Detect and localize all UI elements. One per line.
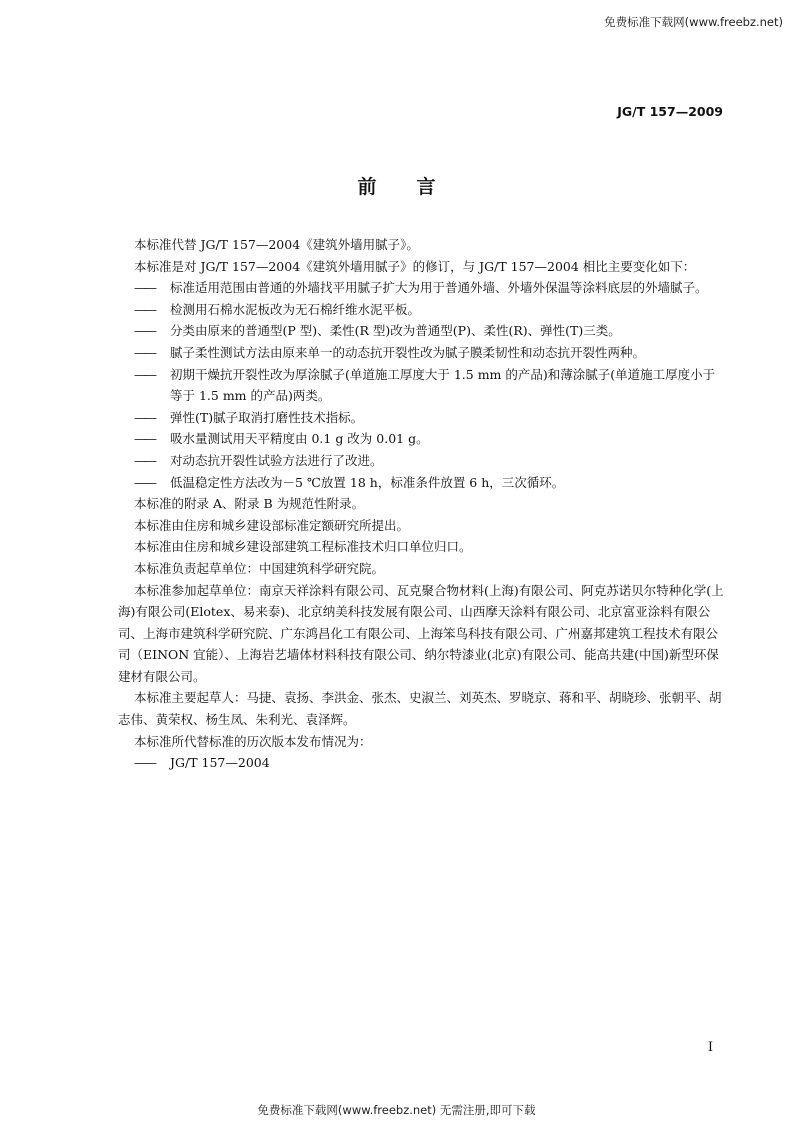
change-item-text: 低温稳定性方法改为－5 ℃放置 18 h，标准条件放置 6 h，三次循环。 [170,474,565,490]
change-item-text: 标准适用范围由普通的外墙找平用腻子扩大为用于普通外墙、外墙外保温等涂料底层的外墙腻子。 [170,280,708,296]
page-title: 前言 [357,176,476,198]
paragraph-administrator: 本标准由住房和城乡建设部建筑工程标准技术归口单位归口。 [134,539,472,555]
change-item-text: 分类由原来的普通型(P 型)、柔性(R 型)改为普通型(P)、柔性(R)、弹性(T)三类。 [170,323,621,339]
change-item-text: 弹性(T)腻子取消打磨性技术指标。 [170,409,364,425]
change-item [118,472,724,494]
dash-marker [134,364,170,386]
paragraph-annex: 本标准的附录 A、附录 B 为规范性附录。 [134,496,365,512]
watermark-bottom: 免费标准下载网(www.freebz.net) 无需注册,即可下载 [257,1103,536,1117]
history-item [118,752,724,774]
foreword-body [118,234,724,774]
dash-marker [134,407,170,429]
dash-marker [134,320,170,342]
paragraph-proposer: 本标准由住房和城乡建设部标准定额研究所提出。 [134,517,410,533]
change-item-text: 腻子柔性测试方法由原来单一的动态抗开裂性改为腻子膜柔韧性和动态抗开裂性两种。 [170,344,646,360]
paragraph-drafters: 本标准主要起草人：马捷、袁扬、李洪金、张杰、史淑兰、刘英杰、罗晓京、蒋和平、胡晓珍、张朝平、胡志伟、黄荣权、杨生凤、朱利光、袁泽辉。 [118,690,722,728]
page-number: I [707,1040,713,1055]
change-item [118,450,724,472]
watermark-top: 免费标准下载网(www.freebz.net) [604,15,783,29]
dash-marker [134,277,170,299]
change-item-text: 初期干燥抗开裂性改为厚涂腻子(单道施工厚度大于 1.5 mm 的产品)和薄涂腻子(单道施工厚度小于等于 1.5 mm 的产品)两类。 [170,366,716,404]
change-item-text: 对动态抗开裂性试验方法进行了改进。 [170,452,383,468]
change-item-text: 检测用石棉水泥板改为无石棉纤维水泥平板。 [170,301,421,317]
dash-marker [134,428,170,450]
dash-marker [134,342,170,364]
paragraph-replaces: 本标准代替 JG/T 157—2004《建筑外墙用腻子》。 [134,237,419,252]
paragraph-history: 本标准所代替标准的历次版本发布情况为： [134,733,372,749]
change-item [118,428,724,450]
standard-number: JG/T 157—2009 [617,104,723,119]
dash-marker [134,299,170,321]
change-item [118,277,724,299]
dash-marker [134,450,170,472]
change-item-text: 吸水量测试用天平精度由 0.1 g 改为 0.01 g。 [170,431,429,447]
change-item [118,407,724,429]
change-item [118,342,724,364]
paragraph-participants: 本标准参加起草单位：南京天祥涂料有限公司、瓦克聚合物材料(上海)有限公司、阿克苏诺贝尔特种化学(上海)有限公司(Elotex、易来泰)、北京纳美科技发展有限公司、山西摩天涂料有限公司、北京富亚涂料有限公司、上海市建筑科学研究院、广东鸿昌化工有限公司、上海笨鸟科技有限公司、广州嘉邦建筑工程技术有限公司（EINON 宜能）、上海岩艺墙体材料科技有限公司、纳尔特漆业(北京)有限公司、能高共建(中国)新型环保建材有限公司。 [118,582,724,684]
dash-marker [134,752,170,774]
paragraph-revision: 本标准是对 JG/T 157—2004《建筑外墙用腻子》的修订，与 JG/T 157—2004 相比主要变化如下： [134,258,696,274]
paragraph-lead-drafter: 本标准负责起草单位：中国建筑科学研究院。 [134,560,385,576]
change-item [118,364,724,407]
history-item-text: JG/T 157—2004 [170,755,270,771]
change-item [118,299,724,321]
dash-marker [134,472,170,494]
change-item [118,320,724,342]
